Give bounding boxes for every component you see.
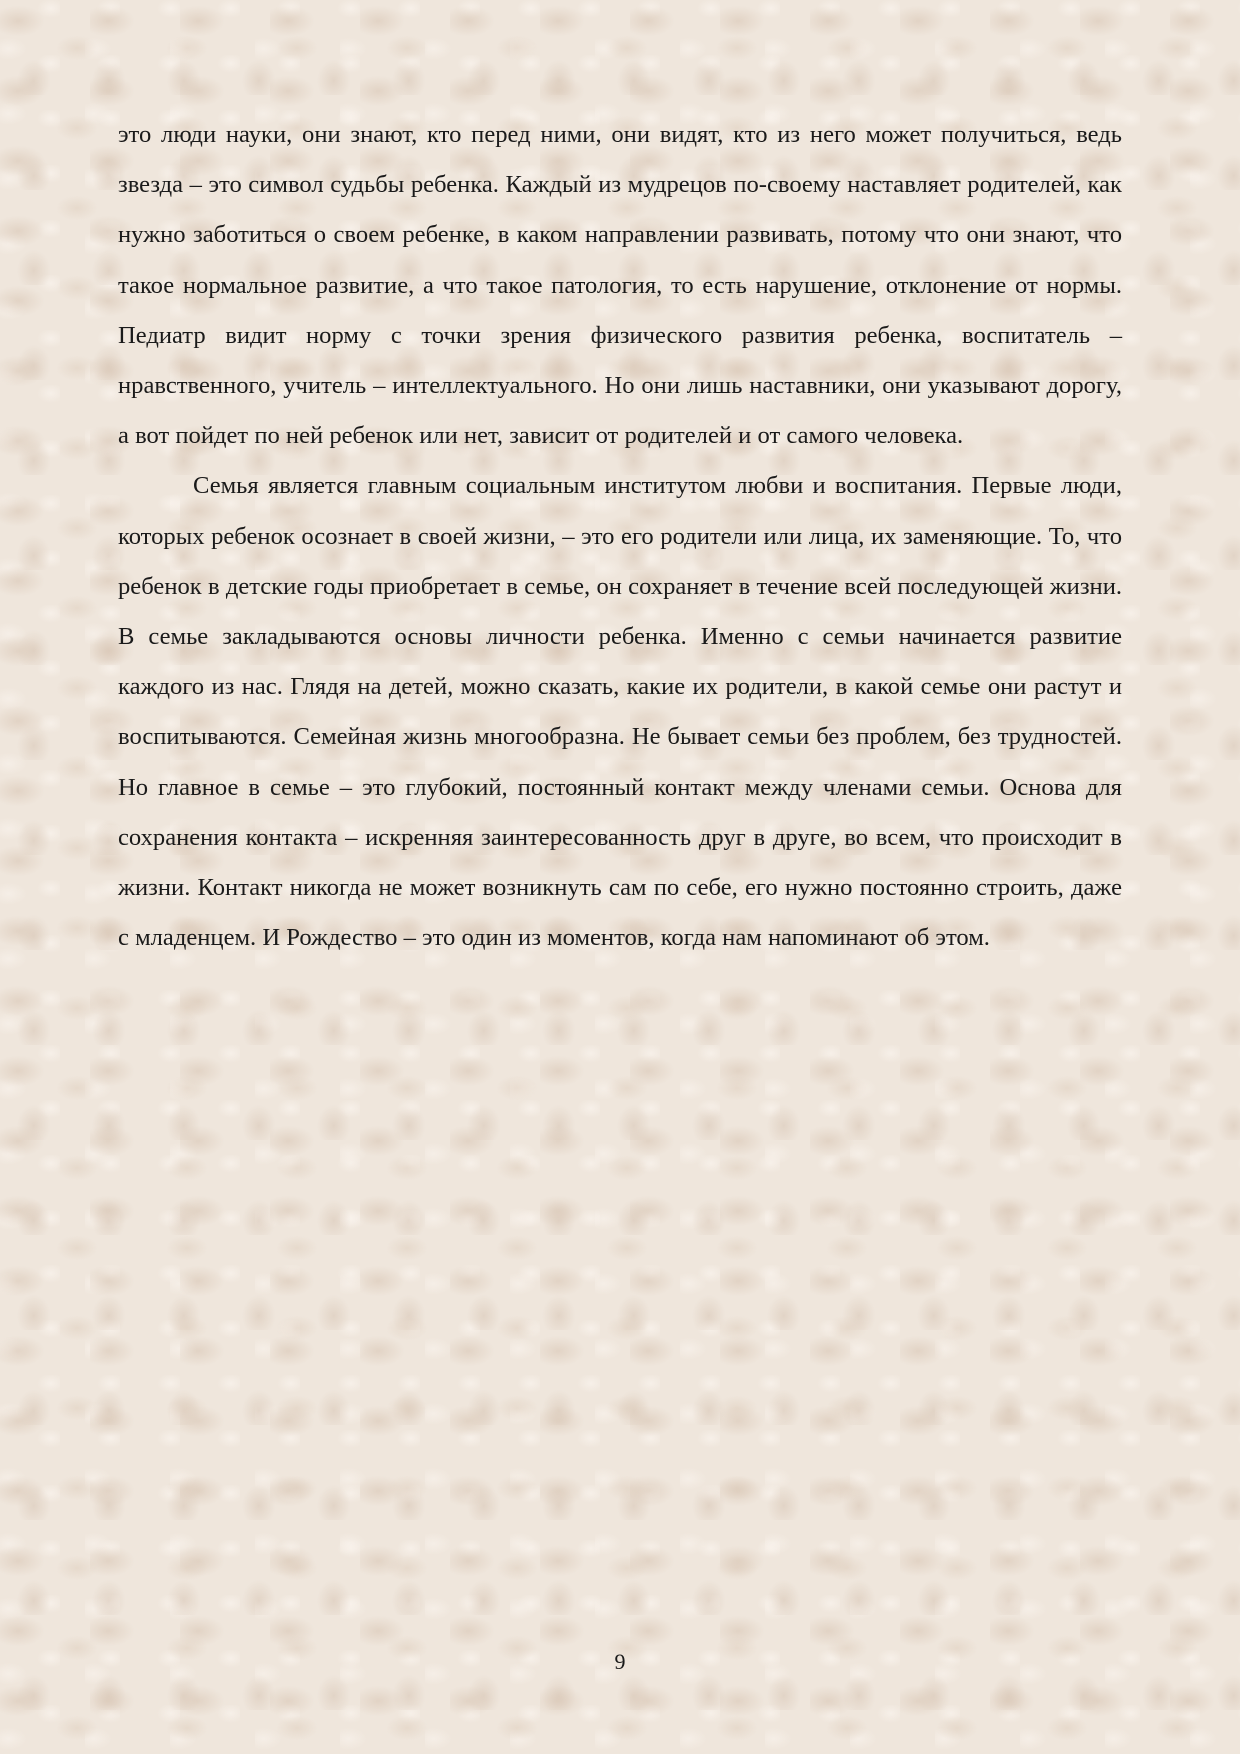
paragraph-1: это люди науки, они знают, кто перед ними, они видят, кто из него может получиться, ведь звезда – это символ судьбы ребенка. Каждый из мудрецов по-своему наставляет родителей, как нужно заботиться о своем ребенке, в каком направлении развивать, потому что они знают, что такое нормальное развитие, а что такое патология, то есть нарушение, отклонение от нормы. Педиатр видит норму с точки зрения физического развития ребенка, воспитатель – нравственного, учитель – интеллектуального. Но они лишь наставники, они указывают дорогу, а вот пойдет по ней ребенок или нет, зависит от родителей и от самого человека. bbox=[118, 121, 1122, 450]
page-body bbox=[118, 110, 1122, 963]
paragraph-2: Семья является главным социальным институтом любви и воспитания. Первые люди, которых ребенок осознает в своей жизни, – это его родители или лица, их заменяющие. То, что ребенок в детские годы приобретает в семье, он сохраняет в течение всей последующей жизни. В семье закладываются основы личности ребенка. Именно с семьи начинается развитие каждого из нас. Глядя на детей, можно сказать, какие их родители, в какой семье они растут и воспитываются. Семейная жизнь многообразна. Не бывает семьи без проблем, без трудностей. Но главное в семье – это глубокий, постоянный контакт между членами семьи. Основа для сохранения контакта – искренняя заинтересованность друг в друге, во всем, что происходит в жизни. Контакт никогда не может возникнуть сам по себе, его нужно постоянно строить, даже с младенцем. И Рождество – это один из моментов, когда нам напоминают об этом. bbox=[118, 472, 1122, 952]
page-number: 9 bbox=[614, 1649, 626, 1674]
